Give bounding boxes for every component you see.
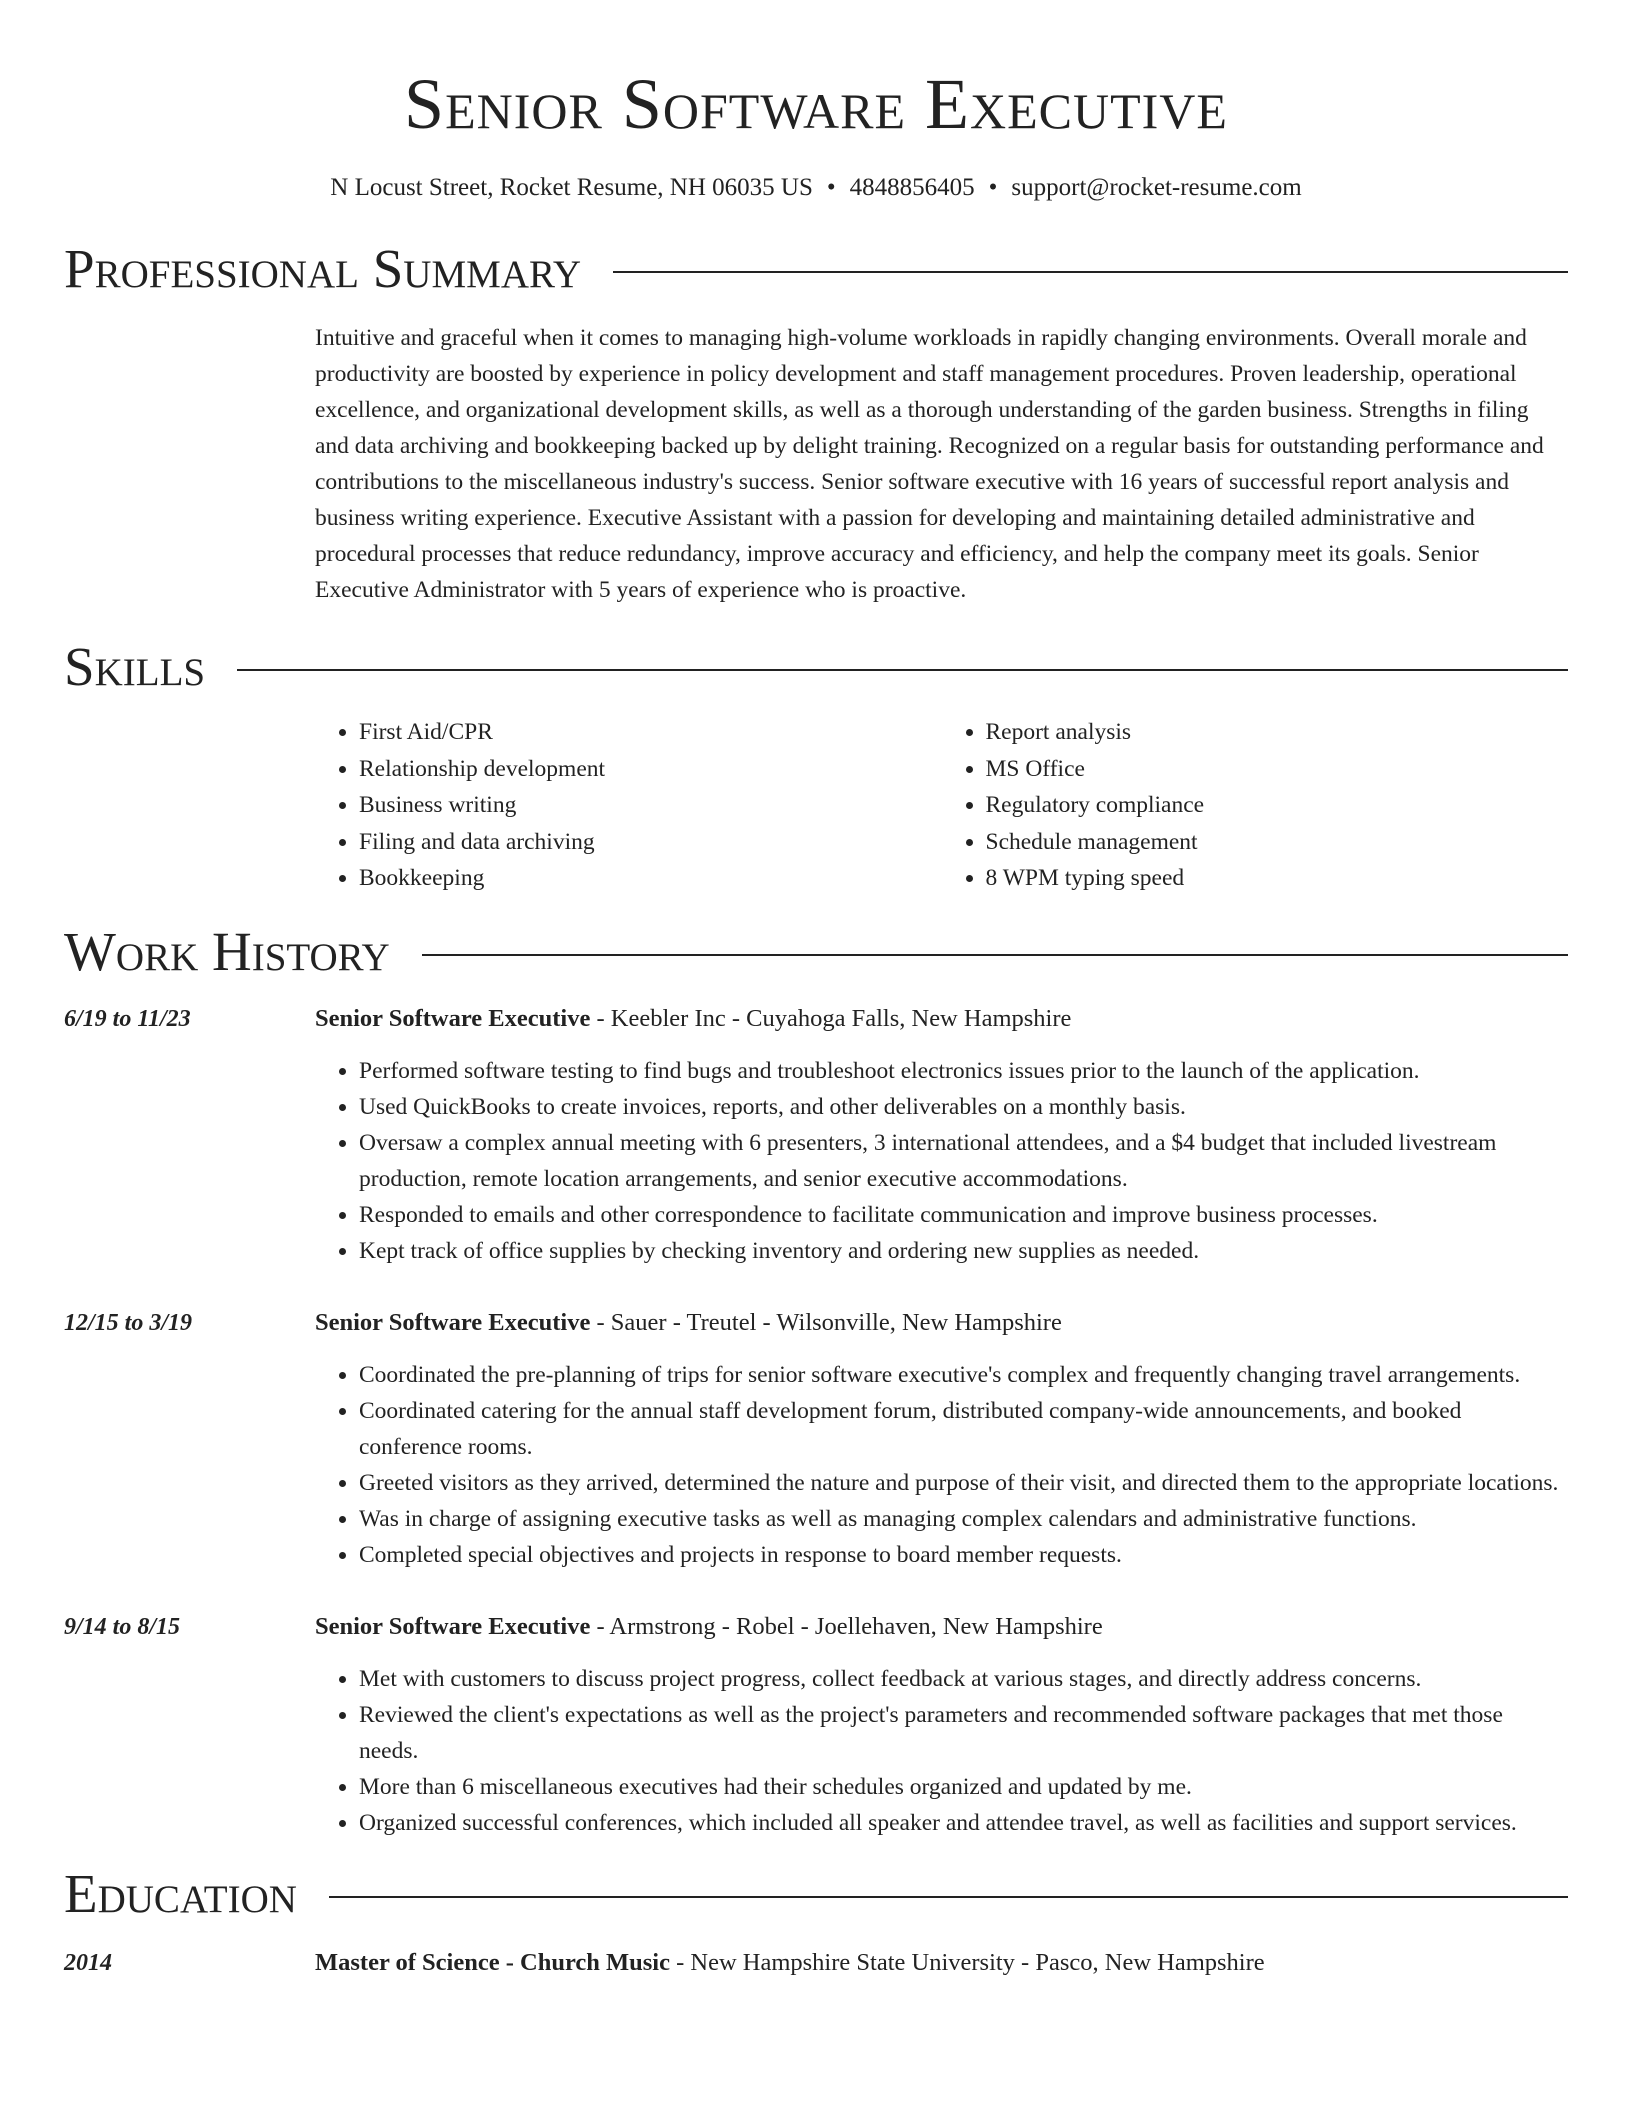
- skill-item: • Schedule management: [986, 824, 1569, 861]
- skill-item: • MS Office: [986, 751, 1569, 788]
- section-divider: [237, 669, 1568, 671]
- candidate-name: Senior Software Executive: [404, 64, 1228, 144]
- section-divider: [422, 954, 1568, 956]
- section-header-skills: [64, 636, 1568, 698]
- contact-separator: •: [988, 174, 998, 201]
- job-title: Senior Software Executive: [315, 1004, 591, 1032]
- contact-separator: •: [826, 174, 836, 201]
- section-title-work: Work History: [64, 920, 390, 982]
- job-bullet: • Used QuickBooks to create invoices, reports, and other deliverables on a monthly basis.: [359, 1089, 1568, 1125]
- job-bullet: • Greeted visitors as they arrived, determined the nature and purpose of their visit, and directed them to the appropriate locations.: [359, 1465, 1568, 1501]
- skill-item: • Filing and data archiving: [359, 824, 942, 861]
- job-bullet: • Coordinated catering for the annual staff development forum, distributed company-wide announcements, and booked conference rooms.: [359, 1393, 1568, 1465]
- section-title-skills: Skills: [64, 636, 206, 697]
- job-bullet: • Coordinated the pre-planning of trips for senior software executive's complex and frequently changing travel arrangements.: [359, 1357, 1568, 1393]
- job-bullet: • Was in charge of assigning executive tasks as well as managing complex calendars and administrative functions.: [359, 1501, 1568, 1537]
- contact-email: support@rocket-resume.com: [1011, 174, 1302, 201]
- job-entry: [64, 1305, 1568, 1573]
- education-entry: [64, 1945, 1568, 1981]
- section-header-summary: [64, 238, 1568, 300]
- job-bullets: [315, 1661, 1568, 1841]
- education-heading: [315, 1945, 1568, 1981]
- job-title: Senior Software Executive: [315, 1612, 591, 1640]
- section-title-summary: Professional Summary: [64, 238, 582, 299]
- job-bullet: • Reviewed the client's expectations as well as the project's parameters and recommended software packages that met those needs.: [359, 1697, 1568, 1769]
- job-employer: - Keebler Inc - Cuyahoga Falls, New Hampshire: [590, 1004, 1072, 1032]
- job-date: 9/14 to 8/15: [64, 1613, 181, 1640]
- job-date: 12/15 to 3/19: [64, 1309, 193, 1336]
- job-details: [315, 1609, 1568, 1841]
- job-date: 6/19 to 11/23: [64, 1005, 191, 1032]
- job-heading: [315, 1609, 1568, 1645]
- skill-item: • Relationship development: [359, 751, 942, 788]
- job-entry: [64, 1609, 1568, 1841]
- job-heading: [315, 1001, 1568, 1037]
- section-header-education: [64, 1863, 1568, 1925]
- section-divider: [613, 271, 1568, 273]
- contact-address: N Locust Street, Rocket Resume, NH 06035 US: [330, 174, 813, 201]
- job-bullets: [315, 1357, 1568, 1573]
- job-bullet: • Organized successful conferences, which included all speaker and attendee travel, as well as facilities and support services.: [359, 1805, 1568, 1841]
- education-degree: Master of Science - Church Music: [315, 1948, 670, 1976]
- section-divider: [329, 1896, 1568, 1898]
- summary-text: Intuitive and graceful when it comes to managing high-volume workloads in rapidly changing environments. Overall morale and productivity are boosted by experience in policy development and staff management procedures. Proven leadership, operational excellence, and organizational development skills, as well as a thorough understanding of the garden business. Strengths in filing and data archiving and bookkeeping backed up by delight training. Recognized on a regular basis for outstanding performance and contributions to the miscellaneous industry's success. Senior software executive with 16 years of successful report analysis and business writing experience. Executive Assistant with a passion for developing and maintaining detailed administrative and procedural processes that reduce redundancy, improve accuracy and efficiency, and help the company meet its goals. Senior Executive Administrator with 5 years of experience who is proactive.: [315, 325, 1544, 603]
- education-details: [315, 1945, 1568, 1981]
- contact-line: [64, 172, 1568, 204]
- job-bullet: • Completed special objectives and projects in response to board member requests.: [359, 1537, 1568, 1573]
- job-bullet: • Met with customers to discuss project progress, collect feedback at various stages, and directly address concerns.: [359, 1661, 1568, 1697]
- job-heading: [315, 1305, 1568, 1341]
- job-bullet: • Oversaw a complex annual meeting with 6 presenters, 3 international attendees, and a $4 budget that included livestream production, remote location arrangements, and senior executive accommodations.: [359, 1125, 1568, 1197]
- job-details: [315, 1305, 1568, 1573]
- job-bullet: • Responded to emails and other correspondence to facilitate communication and improve business processes.: [359, 1197, 1568, 1233]
- education-school: - New Hampshire State University - Pasco, New Hampshire: [669, 1948, 1265, 1976]
- skills-column-left: [315, 714, 942, 897]
- job-bullet: • Performed software testing to find bugs and troubleshoot electronics issues prior to the launch of the application.: [359, 1053, 1568, 1089]
- job-details: [315, 1001, 1568, 1269]
- contact-phone: 4848856405: [849, 174, 975, 201]
- skills-column-right: [942, 714, 1569, 897]
- skills-list: [315, 714, 1568, 897]
- resume-page: [64, 0, 1568, 1981]
- education-date: 2014: [64, 1949, 112, 1976]
- skill-item: • First Aid/CPR: [359, 714, 942, 751]
- job-bullet: • Kept track of office supplies by checking inventory and ordering new supplies as needed.: [359, 1233, 1568, 1269]
- skill-item: • Regulatory compliance: [986, 787, 1569, 824]
- skill-item: • Business writing: [359, 787, 942, 824]
- skill-item: • Report analysis: [986, 714, 1569, 751]
- job-entry: [64, 1001, 1568, 1269]
- job-employer: - Sauer - Treutel - Wilsonville, New Hampshire: [590, 1308, 1062, 1336]
- job-bullet: • More than 6 miscellaneous executives had their schedules organized and updated by me.: [359, 1769, 1568, 1805]
- skill-item: • Bookkeeping: [359, 860, 942, 897]
- job-bullets: [315, 1053, 1568, 1269]
- skill-item: • 8 WPM typing speed: [986, 860, 1569, 897]
- job-title: Senior Software Executive: [315, 1308, 591, 1336]
- section-title-education: Education: [64, 1862, 297, 1924]
- section-header-work: [64, 921, 1568, 983]
- job-employer: - Armstrong - Robel - Joellehaven, New Hampshire: [590, 1612, 1103, 1640]
